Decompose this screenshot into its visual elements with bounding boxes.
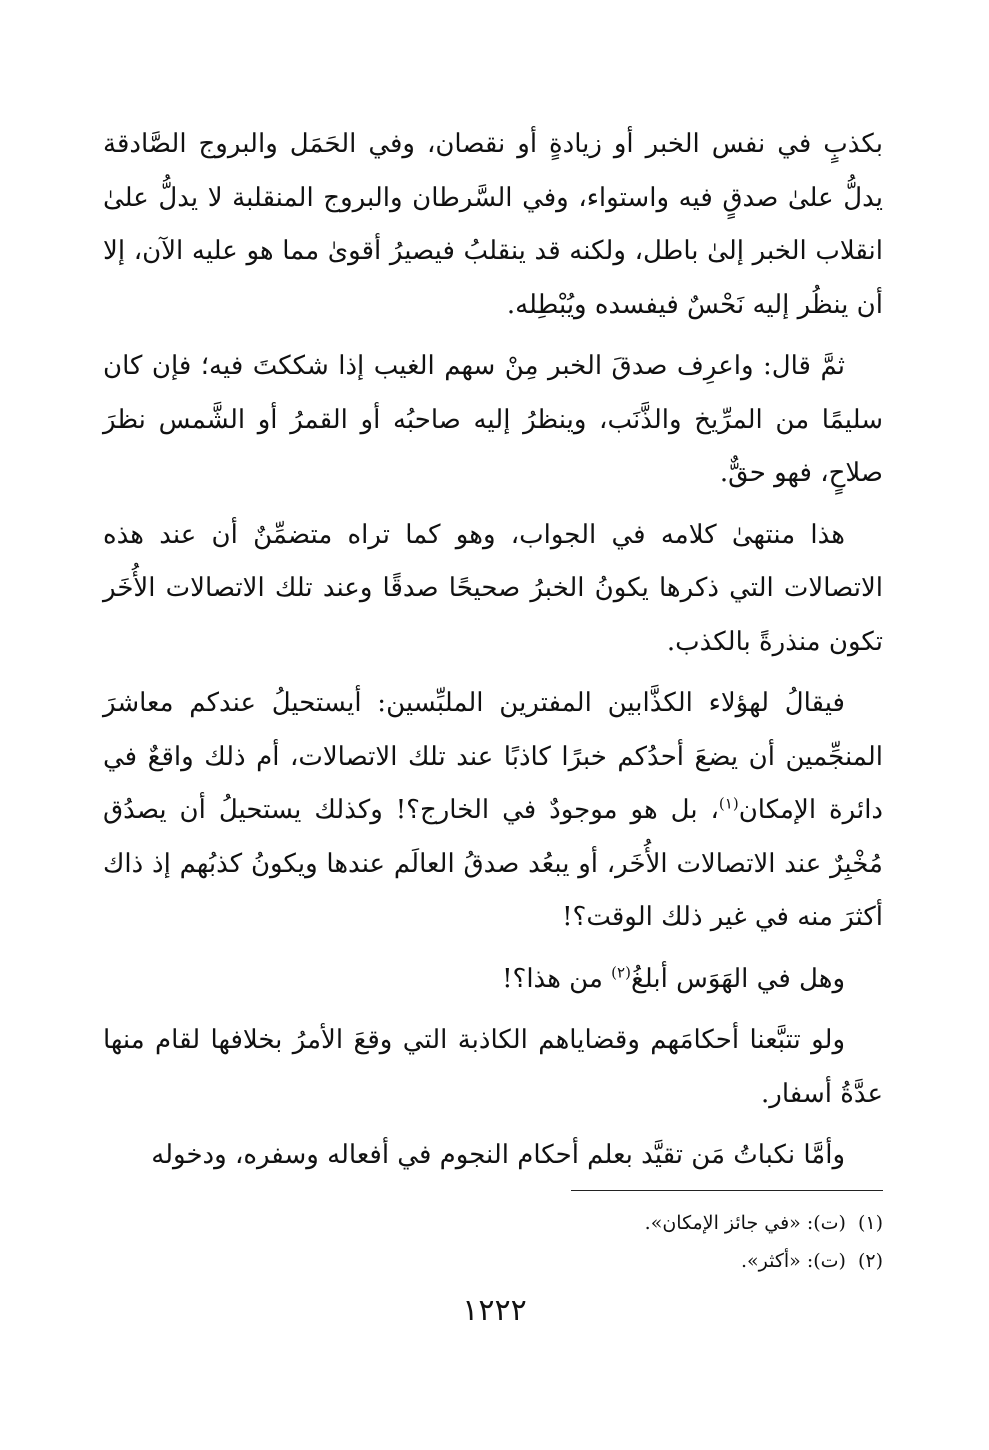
paragraph-1: بكذبٍ في نفس الخبر أو زيادةٍ أو نقصان، وفي الحَمَل والبروج الصَّادقة يدلُّ علىٰ صدقٍ فيه واستواء، وفي السَّرطان والبروج المنقلبة لا يدلُّ علىٰ انقلاب الخبر إلىٰ باطل، ولكنه قد ينقلبُ فيصيرُ أقوىٰ مما هو عليه الآن، إلا أن ينظُر إليه نَحْسٌ فيفسده ويُبْطِله. xyxy=(103,129,883,320)
paragraph-5 xyxy=(103,953,883,1007)
paragraph-3: هذا منتهىٰ كلامه في الجواب، وهو كما تراه متضمِّنٌ أن عند هذه الاتصالات التي ذكرها يكونُ الخبرُ صحيحًا صدقًا وعند تلك الاتصالات الأُخَر تكون منذرةً بالكذب. xyxy=(103,519,883,657)
paragraph-4-part-b: ، بل هو موجودٌ في الخارج؟! وكذلك يستحيلُ أن يصدُق مُخْبِرٌ عند الاتصالات الأُخَر، أو يبعُد صدقُ العالَم عندها ويكونُ كذبُهم إذ ذاك أكثرَ منه في غير ذلك الوقت؟! xyxy=(103,795,883,932)
footnote-2 xyxy=(183,1242,883,1280)
footnote-number: (٢) xyxy=(857,1250,883,1272)
footnote-ref-1[interactable]: (١) xyxy=(718,794,739,813)
paragraph-5-part-b: من هذا؟! xyxy=(502,963,612,994)
footnotes xyxy=(183,1204,883,1280)
paragraph-7: وأمَّا نكباتُ مَن تقيَّد بعلم أحكام النجوم في أفعاله وسفره، ودخوله xyxy=(151,1140,845,1170)
footnote-ref-2[interactable]: (٢) xyxy=(611,962,631,981)
footnote-number: (١) xyxy=(857,1212,883,1234)
footnote-text: (ت): «أكثر». xyxy=(740,1250,846,1272)
paragraph-4-part-a: فيقالُ لهؤلاء الكذَّابين المفترين الملبِّسين: أيستحيلُ عندكم معاشرَ المنجِّمين أن يضعَ أحدُكم خبرًا كاذبًا عند تلك الاتصالات، أم ذلك واقعٌ في دائرة الإمكان xyxy=(103,688,883,825)
main-text xyxy=(103,118,883,1191)
footnote-divider xyxy=(571,1190,883,1191)
footnote-1 xyxy=(183,1204,883,1242)
paragraph-4 xyxy=(103,677,883,945)
page-number: ١٢٢٢ xyxy=(462,1293,527,1328)
footnote-text: (ت): «في جائز الإمكان». xyxy=(644,1212,846,1234)
paragraph-2: ثمَّ قال: واعرِف صدقَ الخبر مِنْ سهم الغيب إذا شككتَ فيه؛ فإن كان سليمًا من المرِّيخ والذَّنَب، وينظرُ إليه صاحبُه أو القمرُ أو الشَّمس نظرَ صلاحٍ، فهو حقٌّ. xyxy=(103,351,883,488)
paragraph-6: ولو تتبَّعنا أحكامَهم وقضاياهم الكاذبة التي وقعَ الأمرُ بخلافها لقام منها عدَّةُ أسفار. xyxy=(103,1025,883,1109)
paragraph-5-part-a: وهل في الهَوَس أبلغُ xyxy=(630,963,845,994)
